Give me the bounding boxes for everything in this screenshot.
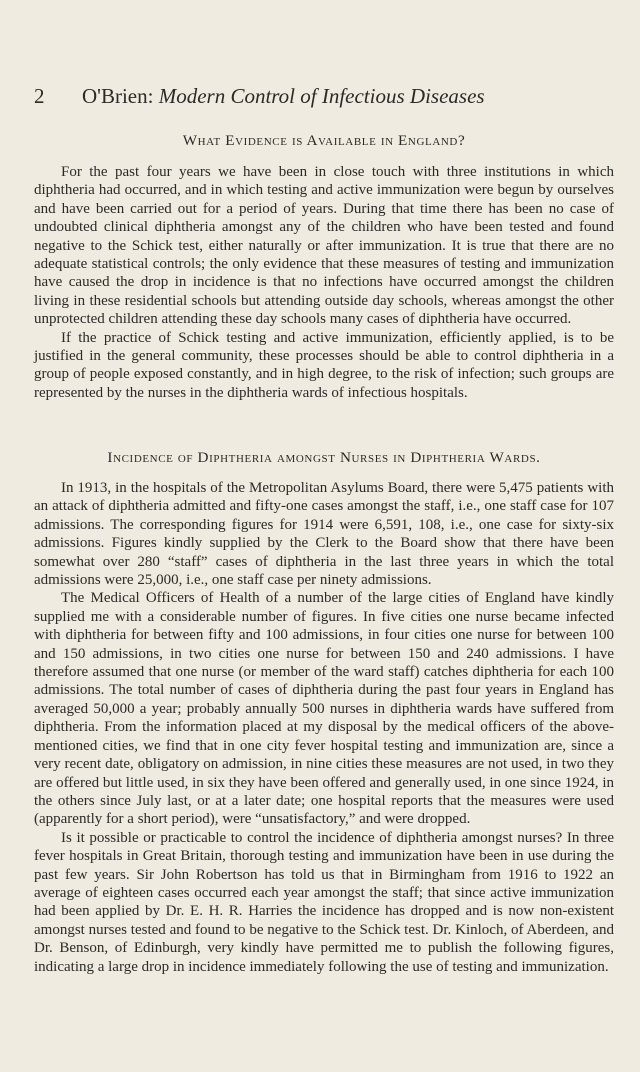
section-heading-incidence: Incidence of Diphtheria amongst Nurses in Diphtheria Wards. [107,449,541,466]
header-separator: : [147,84,154,108]
page-number: 2 [34,84,45,108]
paragraph: In 1913, in the hospitals of the Metropolitan Asylums Board, there were 5,475 patients with an attack of diphtheria admitted and fifty-one cases amongst the staff, i.e., one staff case for 107 admissions. The corresponding figures for 1914 were 6,591, 108, i.e., one case for sixty-six admissions. Figures kindly supplied by the Clerk to the Board show that there have been somewhat over 280 “staff” cases of diphtheria in the last three years in which the total admissions were 25,000, i.e., one staff case per ninety admissions. [34,480,614,589]
paragraph: The Medical Officers of Health of a number of the large cities of England have kindly supplied me with a considerable number of figures. In five cities one nurse became infected with diphtheria for between fifty and 100 admissions, in four cities one nurse for between 100 and 150 admissions, in two cities one nurse for between 150 and 240 admissions. I have therefore assumed that one nurse (or member of the ward staff) catches diphtheria for each 100 admissions. The total number of cases of diphtheria during the past four years in England has averaged 50,000 a year; probably annually 500 nurses in diphtheria wards have suffered from diphtheria. From the information placed at my disposal by the medical officers of the above-mentioned cities, we find that in one city fever hospital testing and immunization are, since a very recent date, obligatory on admission, in nine cities these measures are not used, in two they are offered but little used, in six they have been offered and generally used, in one since 1924, in the others since July last, or at a later date; one hospital reports that the measures were used (apparently for a short period), were “unsatisfactory,” and were dropped. [34,590,614,828]
section-heading-evidence: What Evidence is Available in England? [182,132,466,149]
header-author: O'Brien [82,84,148,108]
running-header [34,83,614,109]
paragraph: If the practice of Schick testing and active immunization, efficiently applied, is to be justified in the general community, these processes should be able to control diphtheria in a group of people exposed constantly, and in high degree, to the risk of infection; such groups are represented by the nurses in the diphtheria wards of infectious hospitals. [34,329,614,401]
header-title: Modern Control of Infectious Diseases [158,84,485,108]
paragraph: Is it possible or practicable to control the incidence of diphtheria amongst nurses? In three fever hospitals in Great Britain, thorough testing and immunization have been in use during the past few years. Sir John Robertson has told us that in Birmingham from 1916 to 1922 an average of eighteen cases occurred each year amongst the staff; that since active immunization had been applied by Dr. E. H. R. Harries the incidence has dropped and is now non-existent amongst nurses tested and found to be negative to the Schick test. Dr. Kinloch, of Aberdeen, and Dr. Benson, of Edinburgh, very kindly have permitted me to publish the following figures, indicating a large drop in incidence immediately following the use of testing and immunization. [34,829,614,975]
section-body-incidence [34,479,614,976]
paragraph: For the past four years we have been in close touch with three institutions in which diphtheria had occurred, and in which testing and active immunization were begun by ourselves and have been carried out for a period of years. During that time there has been no case of undoubted clinical diphtheria amongst any of the children who have been tested and found negative to the Schick test, either naturally or after immunization. It is true that there are no adequate statistical controls; the only evidence that these measures of testing and immunization have caused the drop in incidence is that no infections have occurred amongst the children living in these residential schools but attending outside day schools, whereas amongst the other unprotected children attending these day schools many cases of diphtheria have occurred. [34,164,614,328]
section-body-evidence [34,163,614,402]
